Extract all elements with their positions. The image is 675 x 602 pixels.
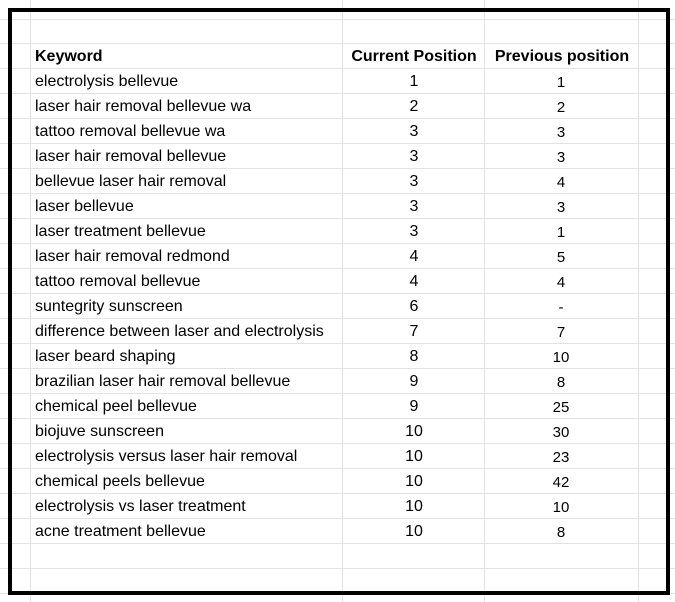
current-position-cell[interactable]: 10 bbox=[405, 423, 423, 440]
current-position-cell[interactable]: 3 bbox=[409, 173, 419, 190]
keyword-cell[interactable]: laser treatment bellevue bbox=[35, 223, 206, 240]
previous-position-cell[interactable]: 10 bbox=[552, 349, 570, 366]
keyword-cell[interactable]: laser bellevue bbox=[35, 198, 134, 215]
current-position-cell[interactable]: 4 bbox=[409, 248, 419, 265]
previous-position-cell[interactable]: 23 bbox=[552, 449, 570, 466]
keyword-cell[interactable]: electrolysis versus laser hair removal bbox=[35, 448, 298, 465]
keyword-cell[interactable]: chemical peels bellevue bbox=[35, 473, 205, 490]
current-position-cell[interactable]: 2 bbox=[409, 98, 419, 115]
keyword-cell[interactable]: laser hair removal bellevue bbox=[35, 148, 227, 165]
previous-position-cell[interactable]: 42 bbox=[552, 474, 570, 491]
keyword-cell[interactable]: bellevue laser hair removal bbox=[35, 173, 227, 190]
keyword-cell[interactable]: brazilian laser hair removal bellevue bbox=[35, 373, 291, 390]
current-position-cell[interactable]: 9 bbox=[409, 398, 419, 415]
previous-position-cell[interactable]: 8 bbox=[556, 374, 566, 391]
keyword-cell[interactable]: biojuve sunscreen bbox=[35, 423, 164, 440]
current-position-cell[interactable]: 1 bbox=[409, 73, 419, 90]
previous-position-cell[interactable]: 2 bbox=[556, 99, 566, 116]
previous-position-cell[interactable]: 5 bbox=[556, 249, 566, 266]
current-position-cell[interactable]: 8 bbox=[409, 348, 419, 365]
current-position-cell[interactable]: 6 bbox=[409, 298, 419, 315]
previous-position-cell[interactable]: - bbox=[558, 299, 564, 316]
current-position-cell[interactable]: 10 bbox=[405, 523, 423, 540]
current-position-cell[interactable]: 10 bbox=[405, 448, 423, 465]
previous-position-cell[interactable]: 3 bbox=[556, 199, 566, 216]
current-position-cell[interactable]: 10 bbox=[405, 473, 423, 490]
current-position-cell[interactable]: 3 bbox=[409, 198, 419, 215]
previous-position-cell[interactable]: 1 bbox=[556, 74, 566, 91]
previous-position-cell[interactable]: 3 bbox=[556, 149, 566, 166]
previous-position-cell[interactable]: 4 bbox=[556, 174, 566, 191]
current-position-cell[interactable]: 3 bbox=[409, 148, 419, 165]
previous-position-cell[interactable]: 10 bbox=[552, 499, 570, 516]
previous-position-cell[interactable]: 4 bbox=[556, 274, 566, 291]
previous-position-cell[interactable]: 7 bbox=[556, 324, 566, 341]
header-previous-position[interactable]: Previous position bbox=[494, 48, 630, 65]
keyword-cell[interactable]: tattoo removal bellevue bbox=[35, 273, 201, 290]
keyword-cell[interactable]: laser hair removal redmond bbox=[35, 248, 230, 265]
keyword-cell[interactable]: chemical peel bellevue bbox=[35, 398, 197, 415]
keyword-cell[interactable]: difference between laser and electrolysis bbox=[35, 323, 324, 340]
previous-position-cell[interactable]: 3 bbox=[556, 124, 566, 141]
keyword-cell[interactable]: electrolysis bellevue bbox=[35, 73, 179, 90]
current-position-cell[interactable]: 7 bbox=[409, 323, 419, 340]
previous-position-cell[interactable]: 25 bbox=[552, 399, 570, 416]
current-position-cell[interactable]: 3 bbox=[409, 223, 419, 240]
keyword-cell[interactable]: laser hair removal bellevue wa bbox=[35, 98, 252, 115]
current-position-cell[interactable]: 3 bbox=[409, 123, 419, 140]
previous-position-cell[interactable]: 8 bbox=[556, 524, 566, 541]
current-position-cell[interactable]: 4 bbox=[409, 273, 419, 290]
keyword-cell[interactable]: laser beard shaping bbox=[35, 348, 176, 365]
header-current-position[interactable]: Current Position bbox=[351, 48, 477, 65]
previous-position-cell[interactable]: 1 bbox=[556, 224, 566, 241]
keyword-cell[interactable]: suntegrity sunscreen bbox=[35, 298, 183, 315]
previous-position-cell[interactable]: 30 bbox=[552, 424, 570, 441]
keyword-cell[interactable]: acne treatment bellevue bbox=[35, 523, 206, 540]
current-position-cell[interactable]: 10 bbox=[405, 498, 423, 515]
keyword-cell[interactable]: electrolysis vs laser treatment bbox=[35, 498, 246, 515]
keyword-cell[interactable]: tattoo removal bellevue wa bbox=[35, 123, 226, 140]
current-position-cell[interactable]: 9 bbox=[409, 373, 419, 390]
header-keyword[interactable]: Keyword bbox=[35, 48, 103, 65]
